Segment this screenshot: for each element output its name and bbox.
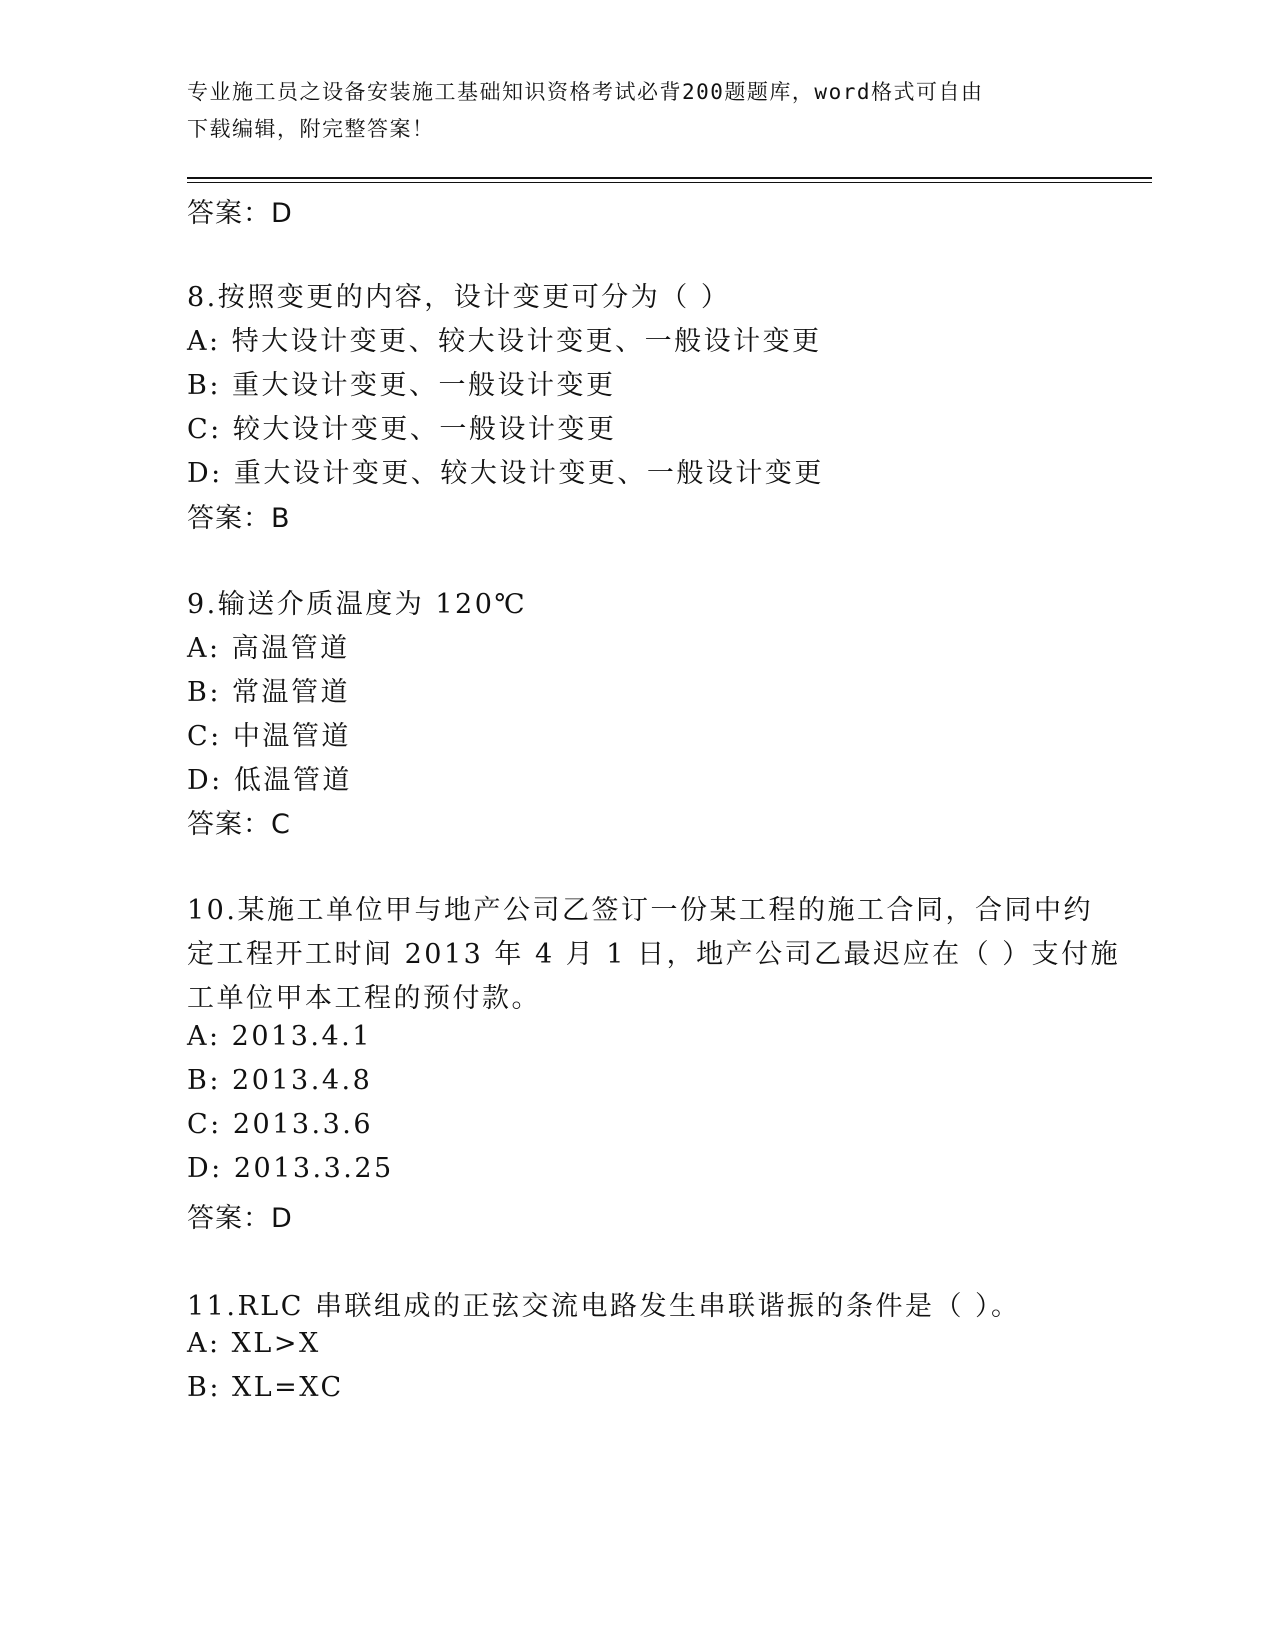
question-11-stem: 11.RLC 串联组成的正弦交流电路发生串联谐振的条件是（ ）。: [187, 1291, 1021, 1322]
question-10-stem-line-2: 定工程开工时间 2013 年 4 月 1 日，地产公司乙最迟应在（ ）支付施: [187, 939, 1121, 970]
question-8-option-c: C: 较大设计变更、一般设计变更: [187, 414, 617, 445]
header-rule-thick: [187, 177, 1152, 179]
answer-q9: 答案：C: [187, 809, 291, 840]
header-line-2: 下载编辑，附完整答案！: [187, 117, 435, 141]
question-10-stem-line-1: 10.某施工单位甲与地产公司乙签订一份某工程的施工合同，合同中约: [187, 895, 1093, 926]
question-9-stem: 9.输送介质温度为 120℃: [187, 589, 528, 620]
question-9-option-d: D: 低温管道: [187, 765, 352, 796]
question-10-option-d: D: 2013.3.25: [187, 1153, 394, 1184]
question-9-option-b: B: 常温管道: [187, 677, 351, 708]
answer-q7: 答案：D: [187, 198, 293, 229]
question-10-option-c: C: 2013.3.6: [187, 1109, 374, 1140]
question-8-option-d: D: 重大设计变更、较大设计变更、一般设计变更: [187, 458, 824, 489]
question-9-option-c: C: 中温管道: [187, 721, 351, 752]
question-8-option-b: B: 重大设计变更、一般设计变更: [187, 370, 616, 401]
question-9-option-a: A: 高温管道: [187, 633, 350, 664]
question-11-option-a: A: XL>X: [187, 1328, 321, 1359]
question-8-option-a: A: 特大设计变更、较大设计变更、一般设计变更: [187, 326, 822, 357]
question-8-stem: 8.按照变更的内容，设计变更可分为（ ）: [187, 282, 731, 313]
header-line-1: 专业施工员之设备安装施工基础知识资格考试必背200题题库，word格式可自由: [187, 80, 984, 104]
header-rule-thin: [187, 182, 1152, 183]
answer-q10: 答案：D: [187, 1203, 293, 1234]
question-10-option-a: A: 2013.4.1: [187, 1021, 372, 1052]
question-10-stem-line-3: 工单位甲本工程的预付款。: [187, 983, 541, 1014]
question-10-option-b: B: 2013.4.8: [187, 1065, 373, 1096]
question-11-option-b: B: XL=XC: [187, 1372, 344, 1403]
document-header: [187, 74, 1067, 148]
answer-q8: 答案：B: [187, 503, 291, 534]
